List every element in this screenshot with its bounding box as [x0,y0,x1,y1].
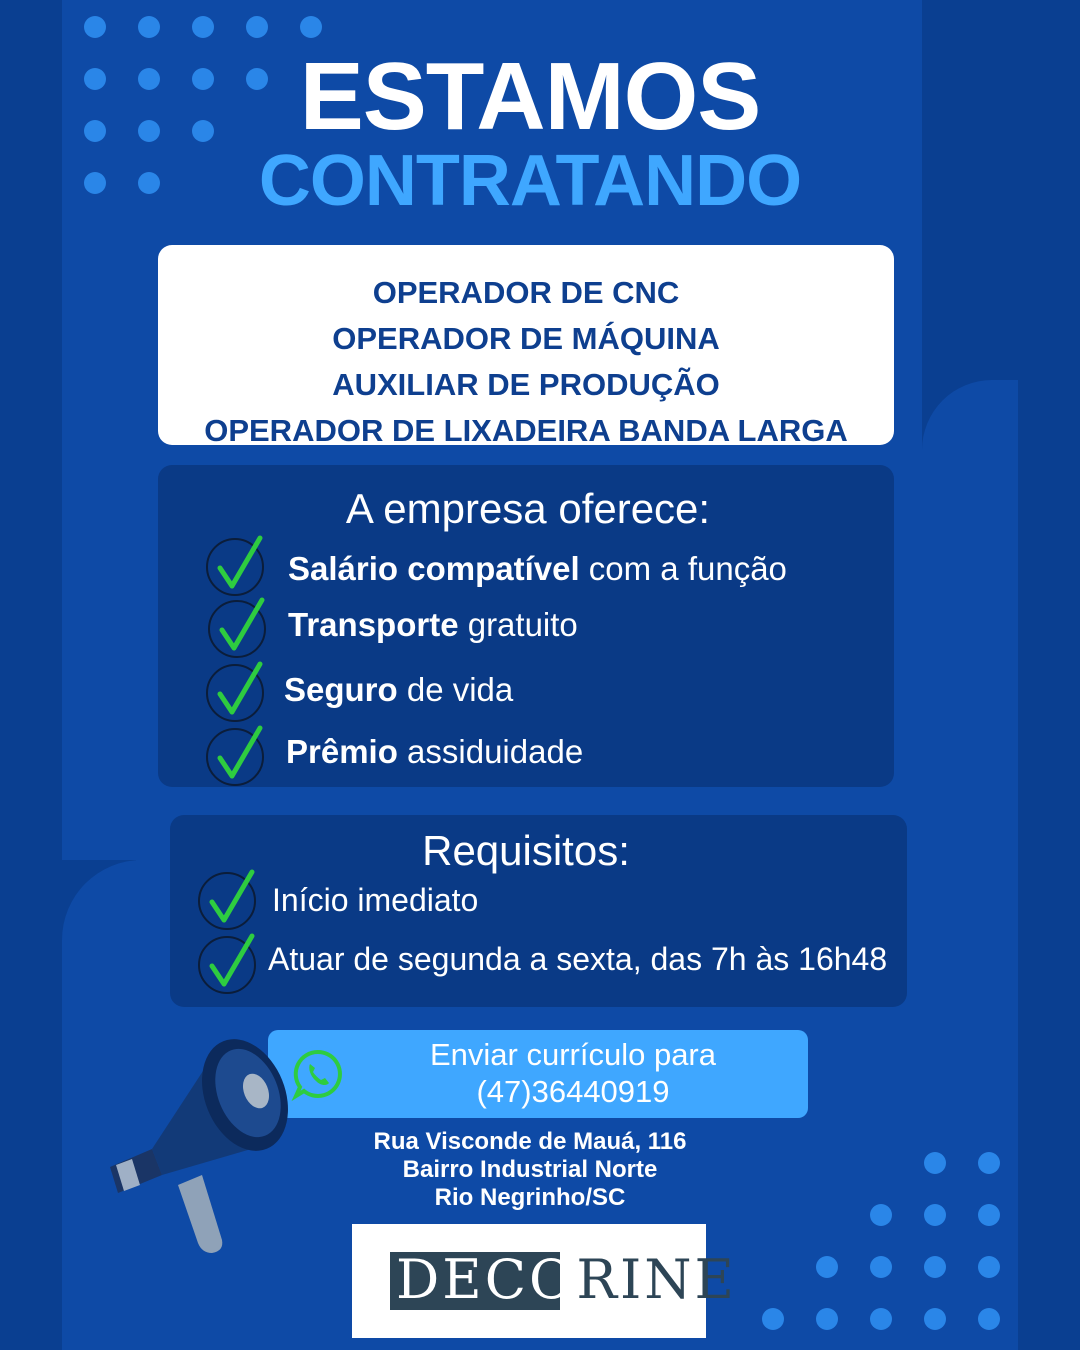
headline-contratando: CONTRATANDO [258,141,802,221]
benefit-bold: Seguro [284,671,398,708]
job-item: AUXILIAR DE PRODUÇÃO [332,367,720,402]
check-icon [206,538,264,596]
address-district: Bairro Industrial Norte [402,1156,658,1183]
requirement-item: Início imediato [272,882,479,918]
check-icon [208,600,266,658]
cta-text [373,1036,773,1110]
benefit-item [284,671,513,709]
job-item: OPERADOR DE MÁQUINA [332,321,720,356]
benefit-rest: com a função [579,550,787,587]
logo-part-1: DECO [396,1248,577,1311]
cta-phone[interactable]: (47)36440919 [476,1074,670,1109]
check-icon [198,872,256,930]
company-logo [352,1224,737,1338]
send-resume-banner[interactable] [268,1030,808,1118]
benefit-rest: de vida [397,671,514,708]
benefit-bold: Salário compatível [288,550,580,587]
address [300,1128,760,1212]
benefit-item [288,606,578,644]
address-street: Rua Visconde de Mauá, 116 [373,1128,687,1155]
headline-estamos: ESTAMOS [299,43,761,150]
job-list [158,245,894,448]
check-icon [206,728,264,786]
requirements-heading: Requisitos: [422,827,630,874]
job-item: OPERADOR DE CNC [372,275,680,310]
requirement-item: Atuar de segunda a sexta, das 7h às 16h48 [268,941,888,977]
check-icon [206,664,264,722]
benefits-heading: A empresa oferece: [345,485,711,532]
benefit-bold: Prêmio [286,733,398,770]
job-item: OPERADOR DE LIXADEIRA BANDA LARGA [204,413,848,448]
benefit-rest: assiduidade [397,733,584,770]
logo-text [396,1248,737,1311]
cta-line1: Enviar currículo para [429,1037,716,1072]
address-city: Rio Negrinho/SC [434,1184,626,1211]
benefit-item [286,733,583,771]
logo-part-2: RINE [576,1248,737,1311]
benefit-bold: Transporte [288,606,459,643]
benefit-rest: gratuito [458,606,578,643]
megaphone-icon [100,1025,300,1265]
benefit-item [288,550,787,588]
check-icon [198,936,256,994]
